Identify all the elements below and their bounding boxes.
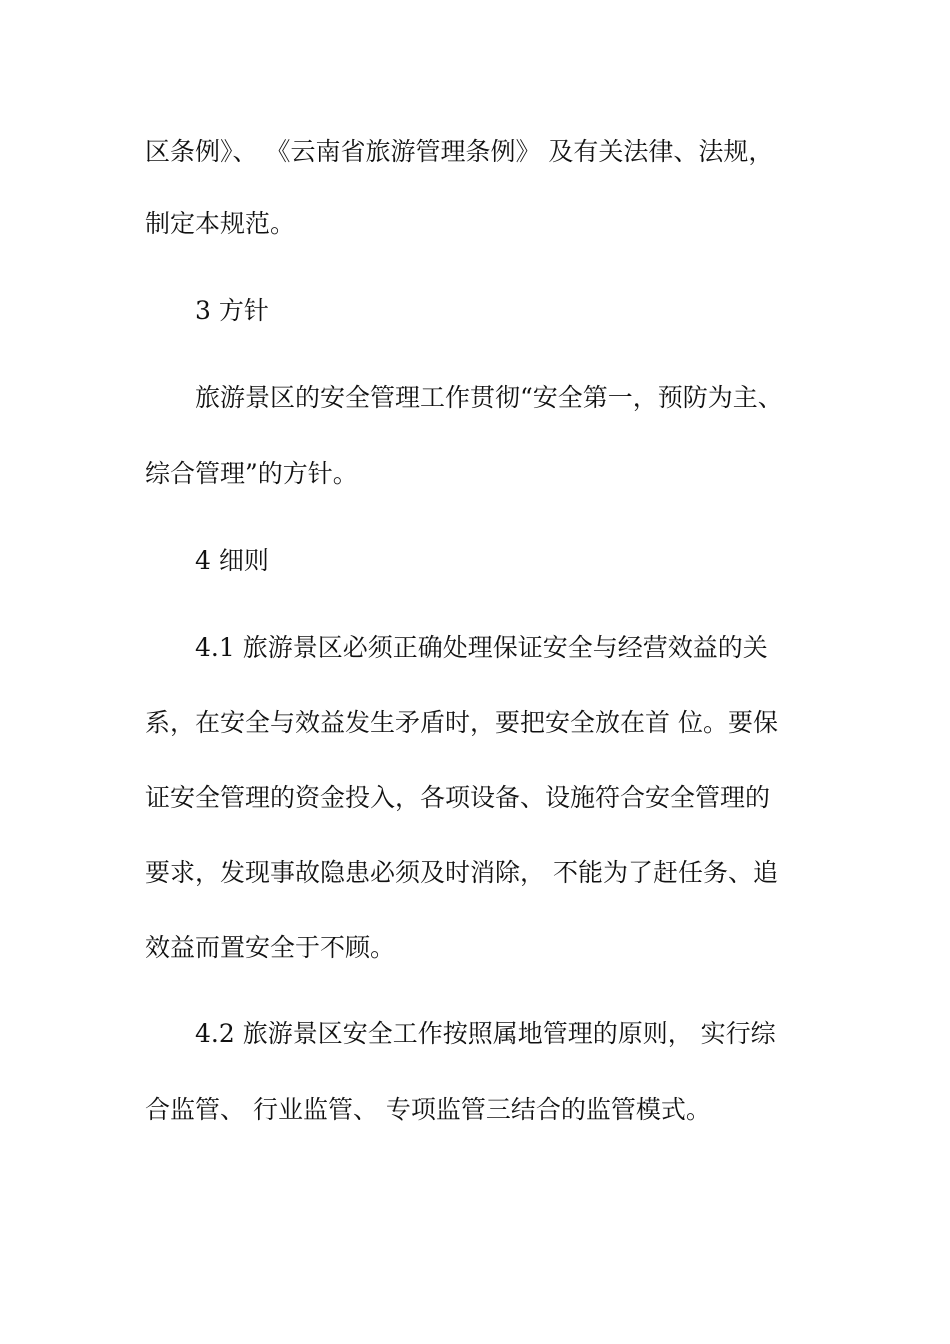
text-line-9: 证安全管理的资金投入，各项设备、设施符合安全管理的 xyxy=(145,783,771,812)
text-line-10: 要求，发现事故隐患必须及时消除， 不能为了赶任务、追 xyxy=(145,858,778,887)
text-line-4: 旅游景区的安全管理工作贯彻“安全第一，预防为主、 xyxy=(195,383,783,412)
text-line-12: 4.2 旅游景区安全工作按照属地管理的原则， 实行综 xyxy=(195,1019,776,1048)
text-line-11: 效益而置安全于不顾。 xyxy=(145,933,396,962)
text-line-5: 综合管理”的方针。 xyxy=(145,459,358,488)
text-line-13: 合监管、 行业监管、 专项监管三结合的监管模式。 xyxy=(145,1095,711,1124)
text-line-8: 系，在安全与效益发生矛盾时，要把安全放在首 位。要保 xyxy=(145,708,778,737)
section-heading-4: 4 细则 xyxy=(195,546,269,575)
section-heading-3: 3 方针 xyxy=(195,296,269,325)
text-line-7: 4.1 旅游景区必须正确处理保证安全与经营效益的关 xyxy=(195,633,768,662)
text-line-1: 区条例》、 《云南省旅游管理条例》 及有关法律、法规， xyxy=(145,137,774,166)
text-line-2: 制定本规范。 xyxy=(145,209,296,238)
